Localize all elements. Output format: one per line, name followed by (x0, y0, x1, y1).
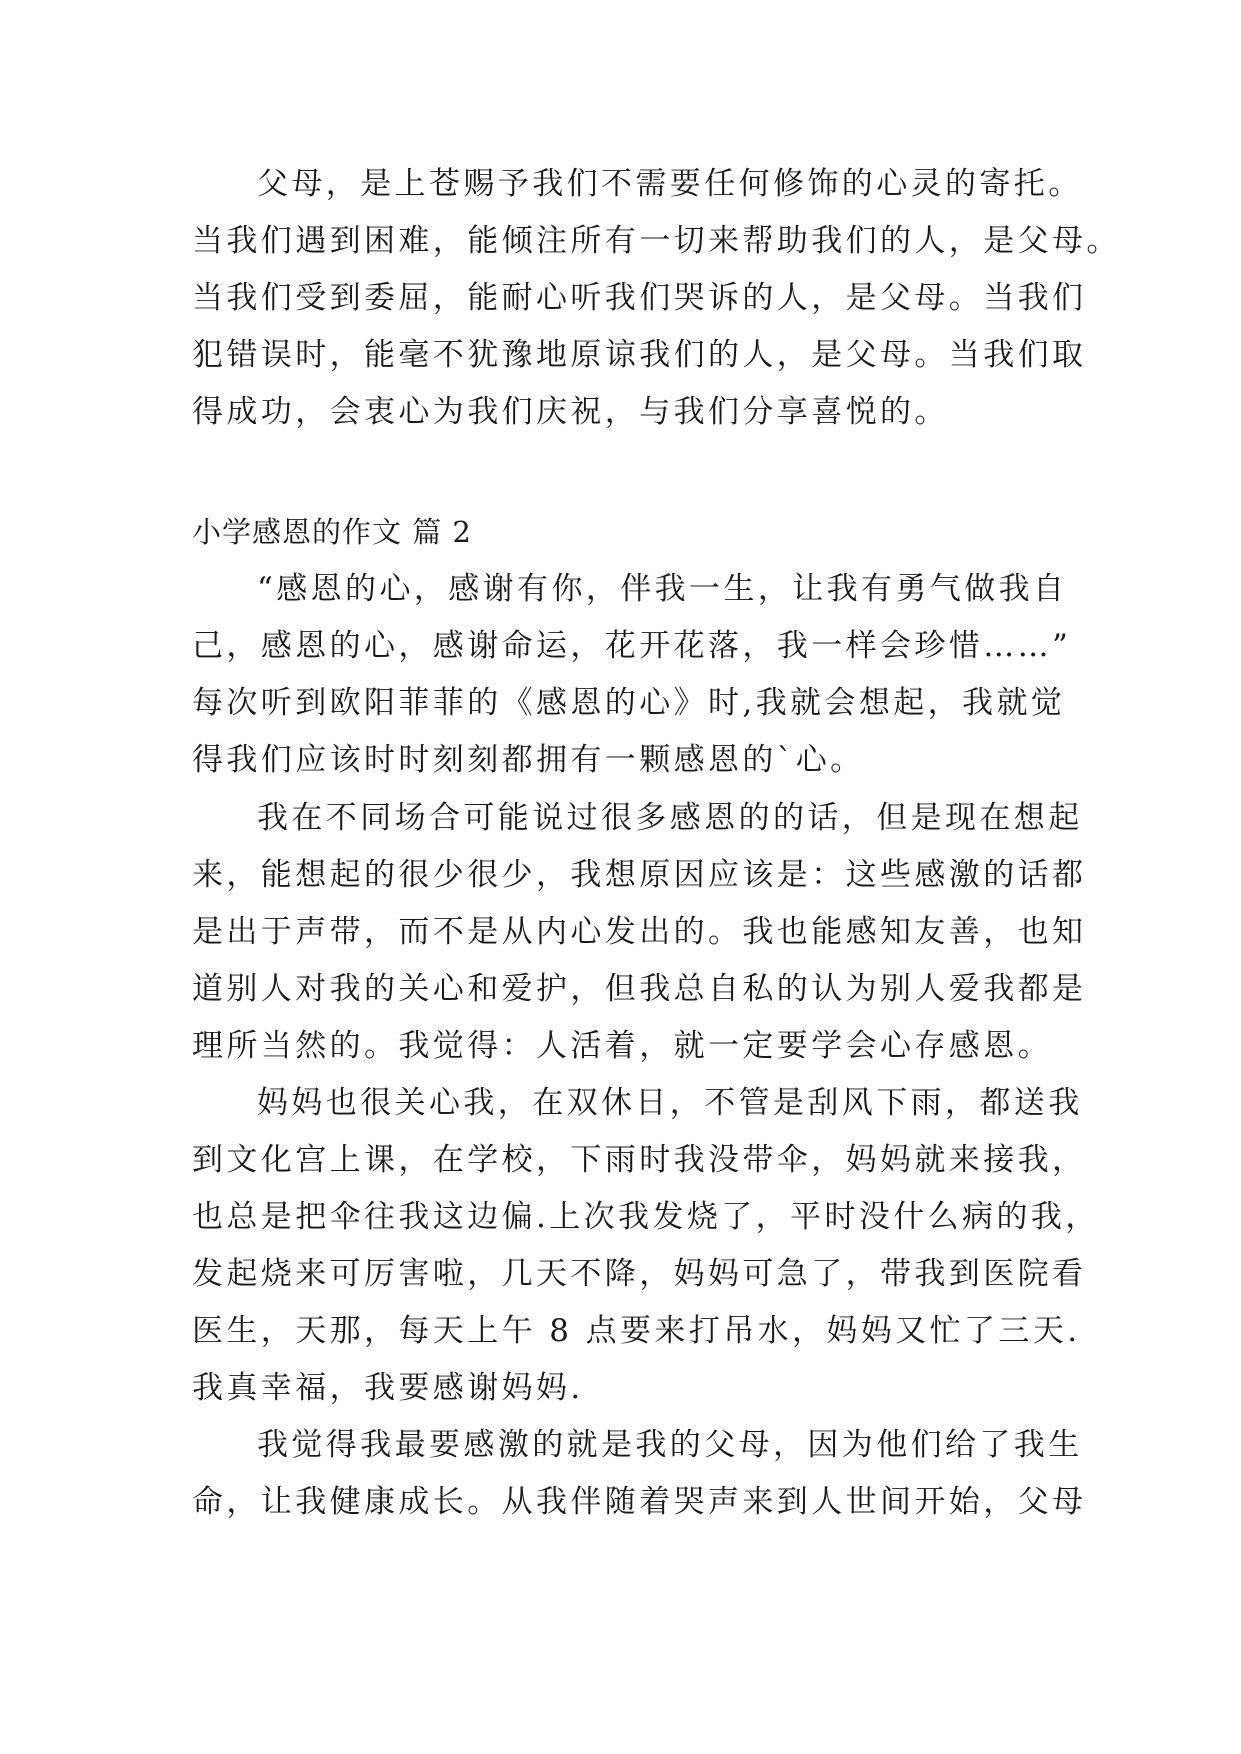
section-heading-block (192, 504, 1062, 561)
paragraph-5 (192, 1417, 1087, 1531)
paragraph-line: 妈妈也很关心我，在双休日，不管是刮风下雨，都送我 (257, 1085, 1083, 1121)
paragraph-line: 父母，是上苍赐予我们不需要任何修饰的心灵的寄托。 (257, 166, 1083, 202)
paragraph-line: 发起烧来可厉害啦，几天不降，妈妈可急了，带我到医院看 (192, 1256, 1087, 1292)
paragraph-line: 来，能想起的很少很少，我想原因应该是：这些感激的话都 (192, 857, 1087, 893)
section-heading: 小学感恩的作文 篇 2 (192, 515, 472, 549)
paragraph-1 (192, 156, 1121, 441)
paragraph-line: 我真幸福，我要感谢妈妈. (192, 1370, 584, 1406)
paragraph-line: 我觉得我最要感激的就是我的父母，因为他们给了我生 (257, 1427, 1083, 1463)
paragraph-line: 当我们遇到困难，能倾注所有一切来帮助我们的人，是父母。 (192, 223, 1121, 259)
paragraph-line: 医生，天那，每天上午 8 点要来打吊水，妈妈又忙了三天. (192, 1313, 1081, 1349)
paragraph-2 (192, 561, 1072, 789)
paragraph-line: 道别人对我的关心和爱护，但我总自私的认为别人爱我都是 (192, 971, 1087, 1007)
paragraph-line: 到文化宫上课，在学校，下雨时我没带伞，妈妈就来接我， (192, 1142, 1087, 1178)
paragraph-line: “感恩的心，感谢有你，伴我一生，让我有勇气做我自 (257, 571, 1068, 607)
paragraph-line: 当我们受到委屈，能耐心听我们哭诉的人，是父母。当我们 (192, 280, 1087, 316)
paragraph-line: 得成功，会衷心为我们庆祝，与我们分享喜悦的。 (192, 394, 949, 430)
paragraph-line: 也总是把伞往我这边偏.上次我发烧了，平时没什么病的我， (192, 1199, 1100, 1235)
paragraph-4 (192, 1075, 1100, 1417)
paragraph-line: 犯错误时，能毫不犹豫地原谅我们的人，是父母。当我们取 (192, 337, 1087, 373)
paragraph-line: 我在不同场合可能说过很多感恩的的话，但是现在想起 (257, 800, 1083, 836)
paragraph-line: 命，让我健康成长。从我伴随着哭声来到人世间开始，父母 (192, 1484, 1087, 1520)
paragraph-line: 每次听到欧阳菲菲的《感恩的心》时,我就会想起，我就觉 (192, 685, 1066, 721)
paragraph-line: 理所当然的。我觉得：人活着，就一定要学会心存感恩。 (192, 1028, 1052, 1064)
paragraph-line: 得我们应该时时刻刻都拥有一颗感恩的`心。 (192, 742, 865, 778)
paragraph-3 (192, 790, 1087, 1075)
paragraph-line: 是出于声带，而不是从内心发出的。我也能感知友善，也知 (192, 914, 1087, 950)
paragraph-line: 己，感恩的心，感谢命运，花开花落，我一样会珍惜……” (192, 628, 1072, 664)
